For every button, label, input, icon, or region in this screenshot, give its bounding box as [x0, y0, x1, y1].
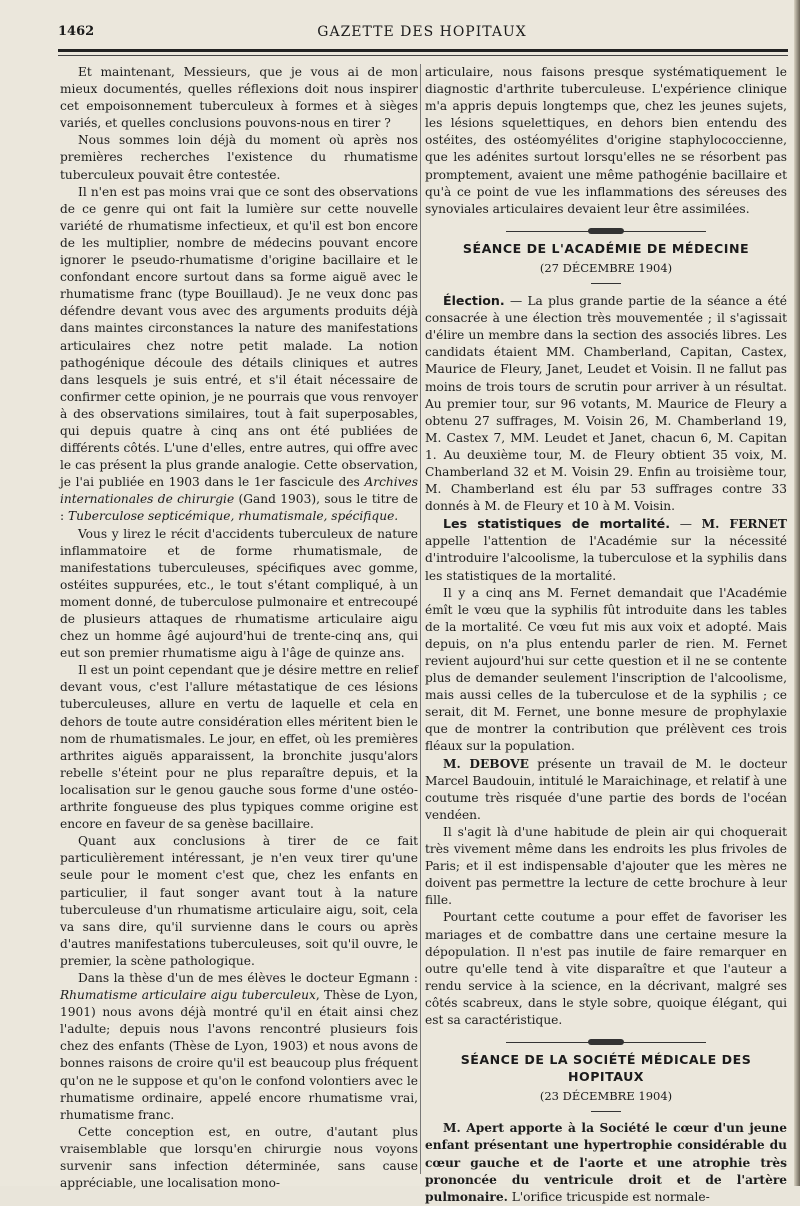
page-header [58, 24, 786, 46]
column-divider [420, 64, 421, 1174]
paragraph-lead: Élection. [443, 293, 505, 309]
short-rule [591, 283, 621, 284]
section-title: SÉANCE DE LA SOCIÉTÉ MÉDICALE DES HOPITAUX [460, 1052, 752, 1085]
header-rule-thick [58, 49, 788, 52]
paragraph [60, 184, 418, 526]
paragraph-text: (Gand 1903), sous le titre de : [60, 492, 418, 524]
paragraph: Cette conception est, en outre, d'autant plus vraisemblable que lorsqu'en chirurgie nous voyons survenir sans infection déterminée, sans cause appréciable, une localisation mono- [60, 1124, 418, 1191]
paragraph-text: appelle l'attention de l'Académie sur la nécessité d'introduire l'alcoolisme, la tuberculose et la syphilis dans les statistiques de la mortalité. [425, 534, 787, 583]
article-title: Tuberculose septicémique, rhumatismale, spécifique. [67, 509, 399, 524]
paragraph-text: Dans la thèse d'un de mes élèves le docteur Egmann : [78, 970, 418, 985]
thesis-title: Rhumatisme articulaire aigu tuberculeux [60, 988, 316, 1003]
paragraph: Il s'agit là d'une habitude de plein air qui choquerait très vivement même dans les endroits les plus frivoles de Paris; et il est indispensable d'ajouter que les mères ne doivent pas permettre la lecture de cette brochure à leur fille. [425, 824, 787, 908]
ornamental-separator [506, 227, 706, 235]
page-number: 1462 [58, 24, 95, 39]
left-column [60, 64, 418, 1192]
ornamental-separator [506, 1038, 706, 1046]
paragraph: Il y a cinq ans M. Fernet demandait que l'Académie émît le vœu que la syphilis fût introduite dans les tables de la mortalité. Ce vœu fut mis aux voix et adopté. Mais depuis, on n'a plus entendu parler de rien. M. Fernet revient aujourd'hui sur cette question et il ne se contente plus de demander seulement l'inscription de l'alcoolisme, mais aussi celles de la tuberculose et de la syphilis ; ce serait, dit M. Fernet, une bonne mesure de prophylaxie que de montrer la contribution que prélèvent ces trois fléaux sur la population. [425, 585, 787, 754]
paragraph-text-bold: M. Apert apporte à la Société le cœur d'un jeune enfant présentant une hypertrophie considérable du cœur gauche et de l'aorte et une atrophie très prononcée du ventricule droit et de l'artère pulmonaire. [425, 1121, 787, 1204]
header-rule-thin [58, 55, 788, 56]
paragraph [425, 292, 787, 515]
paragraph-text: L'orifice tricuspide est normale- [507, 1189, 710, 1204]
section-date: (27 DÉCEMBRE 1904) [539, 260, 673, 275]
paragraph-text: , Thèse de Lyon, 1901) nous avons déjà montré qu'il en était ainsi chez l'adulte; depuis nous l'avons rencontré plusieurs fois chez des enfants (Thèse de Lyon, 1903) et nous avons de bonnes raisons de croire qu'il est beaucoup plus fréquent qu'on ne le suppose et qu'on le confond volontiers avec le rhumatisme ordinaire, appelé encore rhumatisme vrai, rhumatisme franc. [60, 988, 418, 1122]
paragraph [425, 1120, 787, 1205]
paragraph [60, 970, 418, 1124]
paragraph [425, 756, 787, 824]
journal-reference: Archives internationales de chirurgie [60, 475, 418, 507]
paragraph: Vous y lirez le récit d'accidents tuberculeux de nature inflammatoire et de forme rhumatismale, de manifestations tuberculeuses, spécifiques avec gomme, ostéites suppurées, etc., le tout s'étant compliqué, à un moment donné, de tuberculose pulmonaire et entrecoupé de plusieurs attaques de rhumatisme articulaire aigu chez un homme âgé aujourd'hui de trente-cinq ans, qui eut son premier rhumatisme aigu à l'âge de quinze ans. [60, 526, 418, 661]
right-column [425, 64, 787, 1206]
paragraph: Il est un point cependant que je désire mettre en relief devant vous, c'est l'allure métastatique de ces lésions tuberculeuses, allure en vertu de laquelle et cela en dehors de toute autre considération elles méritent bien le nom de rhumatismales. Le jour, en effet, où les premières arthrites aiguës apparaissent, la bronchite jusqu'alors rebelle s'éteint pour ne plus reparaître depuis, et la localisation sur le genou gauche sous forme d'une ostéo-arthrite fongueuse des plus typiques comme origine est encore en faveur de sa genèse bacillaire. [60, 663, 418, 832]
section-title: SÉANCE DE L'ACADÉMIE DE MÉDECINE [462, 240, 750, 256]
paragraph-lead: Les statistiques de mortalité. [443, 516, 670, 532]
paragraph-text: présente un travail de M. le docteur Marcel Baudouin, intitulé le Maraichinage, et relatif à une coutume très risquée d'une partie des bords de l'océan vendéen. [425, 756, 788, 822]
paragraph: Et maintenant, Messieurs, que je vous ai de mon mieux documentés, quelles réflexions doit nous inspirer cet empoisonnement tuberculeux à formes et à sièges variés, et quelles conclusions pouvons-nous en tirer ? [60, 65, 418, 131]
page-edge-shadow [794, 0, 800, 1186]
paragraph-text: — La plus grande partie de la séance a été consacrée à une élection très mouvementée ; il s'agissait d'élire un membre dans la section des associés libres. Les candidats étaient MM. Chamberland, Capitan, Castex, Maurice de Fleury, Janet, Leudet et Voisin. Il ne fallut pas moins de trois tours de scrutin pour arriver à un résultat. Au premier tour, sur 96 votants, M. Maurice de Fleury a obtenu 27 suffrages, M. Voisin 26, M. Chamberland 19, M. Castex 7, MM. Leudet et Janet, chacun 6, M. Capitan 1. Au deuxième tour, M. de Fleury obtient 35 voix, M. Chamberland 32 et M. Voisin 29. Enfin au troisième tour, M. Chamberland est élu par 53 suffrages contre 33 donnés à M. de Fleury et 10 à M. Voisin. [425, 294, 787, 514]
paragraph: articulaire, nous faisons presque systématiquement le diagnostic d'arthrite tuberculeuse. L'expérience clinique m'a appris depuis longtemps que, chez les jeunes sujets, les lésions squelettiques, en dehors bien entendu des ostéites, des ostéomyélites d'origine staphylococcienne, que les adénites surtout lorsqu'elles ne se résorbent pas promptement, avaient une même pathogénie bacillaire et qu'à ce point de vue les inflammations des séreuses des synoviales articulaires devaient leur être assimilées. [425, 65, 787, 216]
journal-title: GAZETTE DES HOPITAUX [317, 24, 527, 40]
paragraph: Quant aux conclusions à tirer de ce fait particulièrement intéressant, je n'en veux tirer qu'une seule pour le moment c'est que, chez les enfants en particulier, il faut songer avant tout à la nature tuberculeuse d'un rhumatisme articulaire aigu, soit, cela va sans dire, qu'il survienne dans le cours ou après d'autres manifestations tuberculeuses, soit qu'il ouvre, le premier, la scène pathologique. [60, 834, 418, 968]
section-date: (23 DÉCEMBRE 1904) [539, 1089, 673, 1104]
short-rule [591, 1111, 621, 1112]
paragraph: Pourtant cette coutume a pour effet de favoriser les mariages et de combattre dans une certaine mesure la dépopulation. Il n'est pas inutile de faire remarquer en outre qu'elle tend à vite disparaître et que l'auteur a rendu service à la science, en la décrivant, malgré ses côtés scabreux, dans le style sobre, quoique élégant, qui est sa caractéristique. [425, 910, 787, 1027]
speaker-name: M. FERNET [701, 517, 787, 532]
paragraph-text: Il n'en est pas moins vrai que ce sont des observations de ce genre qui ont fait la lumière sur cette nouvelle variété de rhumatisme infectieux, et qu'il est bon encore de les multiplier, nombre de médecins pouvant encore ignorer le pseudo-rhumatisme d'origine bacillaire et le confondant encore surtout dans sa forme aiguë avec le rhumatisme franc (type Bouillaud). Je ne veux donc pas défendre devant vous avec des arguments produits déjà dans maintes circonstances la nature des manifestations articulaires chez notre petit malade. La notion pathogénique découle des détails cliniques et autres dans lesquels je suis entré, et s'il était nécessaire de confirmer cette opinion, je ne pourrais que vous renvoyer à des observations similaires, tout à fait superposables, qui depuis quatre à cinq ans ont été publiées de différents côtés. L'une d'elles, entre autres, qui offre avec le cas présent la plus grande analogie. Cette observation, je l'ai publiée en 1903 dans le 1er fascicule des [60, 184, 418, 490]
paragraph: Les statistiques de mortalité. — M. FERNET appelle l'attention de l'Académie sur la nécessité d'introduire l'alcoolisme, la tuberculose et la syphilis dans les statistiques de la mortalité. [425, 516, 787, 583]
paragraph: Nous sommes loin déjà du moment où après nos premières recherches l'existence du rhumatisme tuberculeux pouvait être contestée. [60, 133, 418, 182]
speaker-name: M. DEBOVE [443, 756, 529, 771]
